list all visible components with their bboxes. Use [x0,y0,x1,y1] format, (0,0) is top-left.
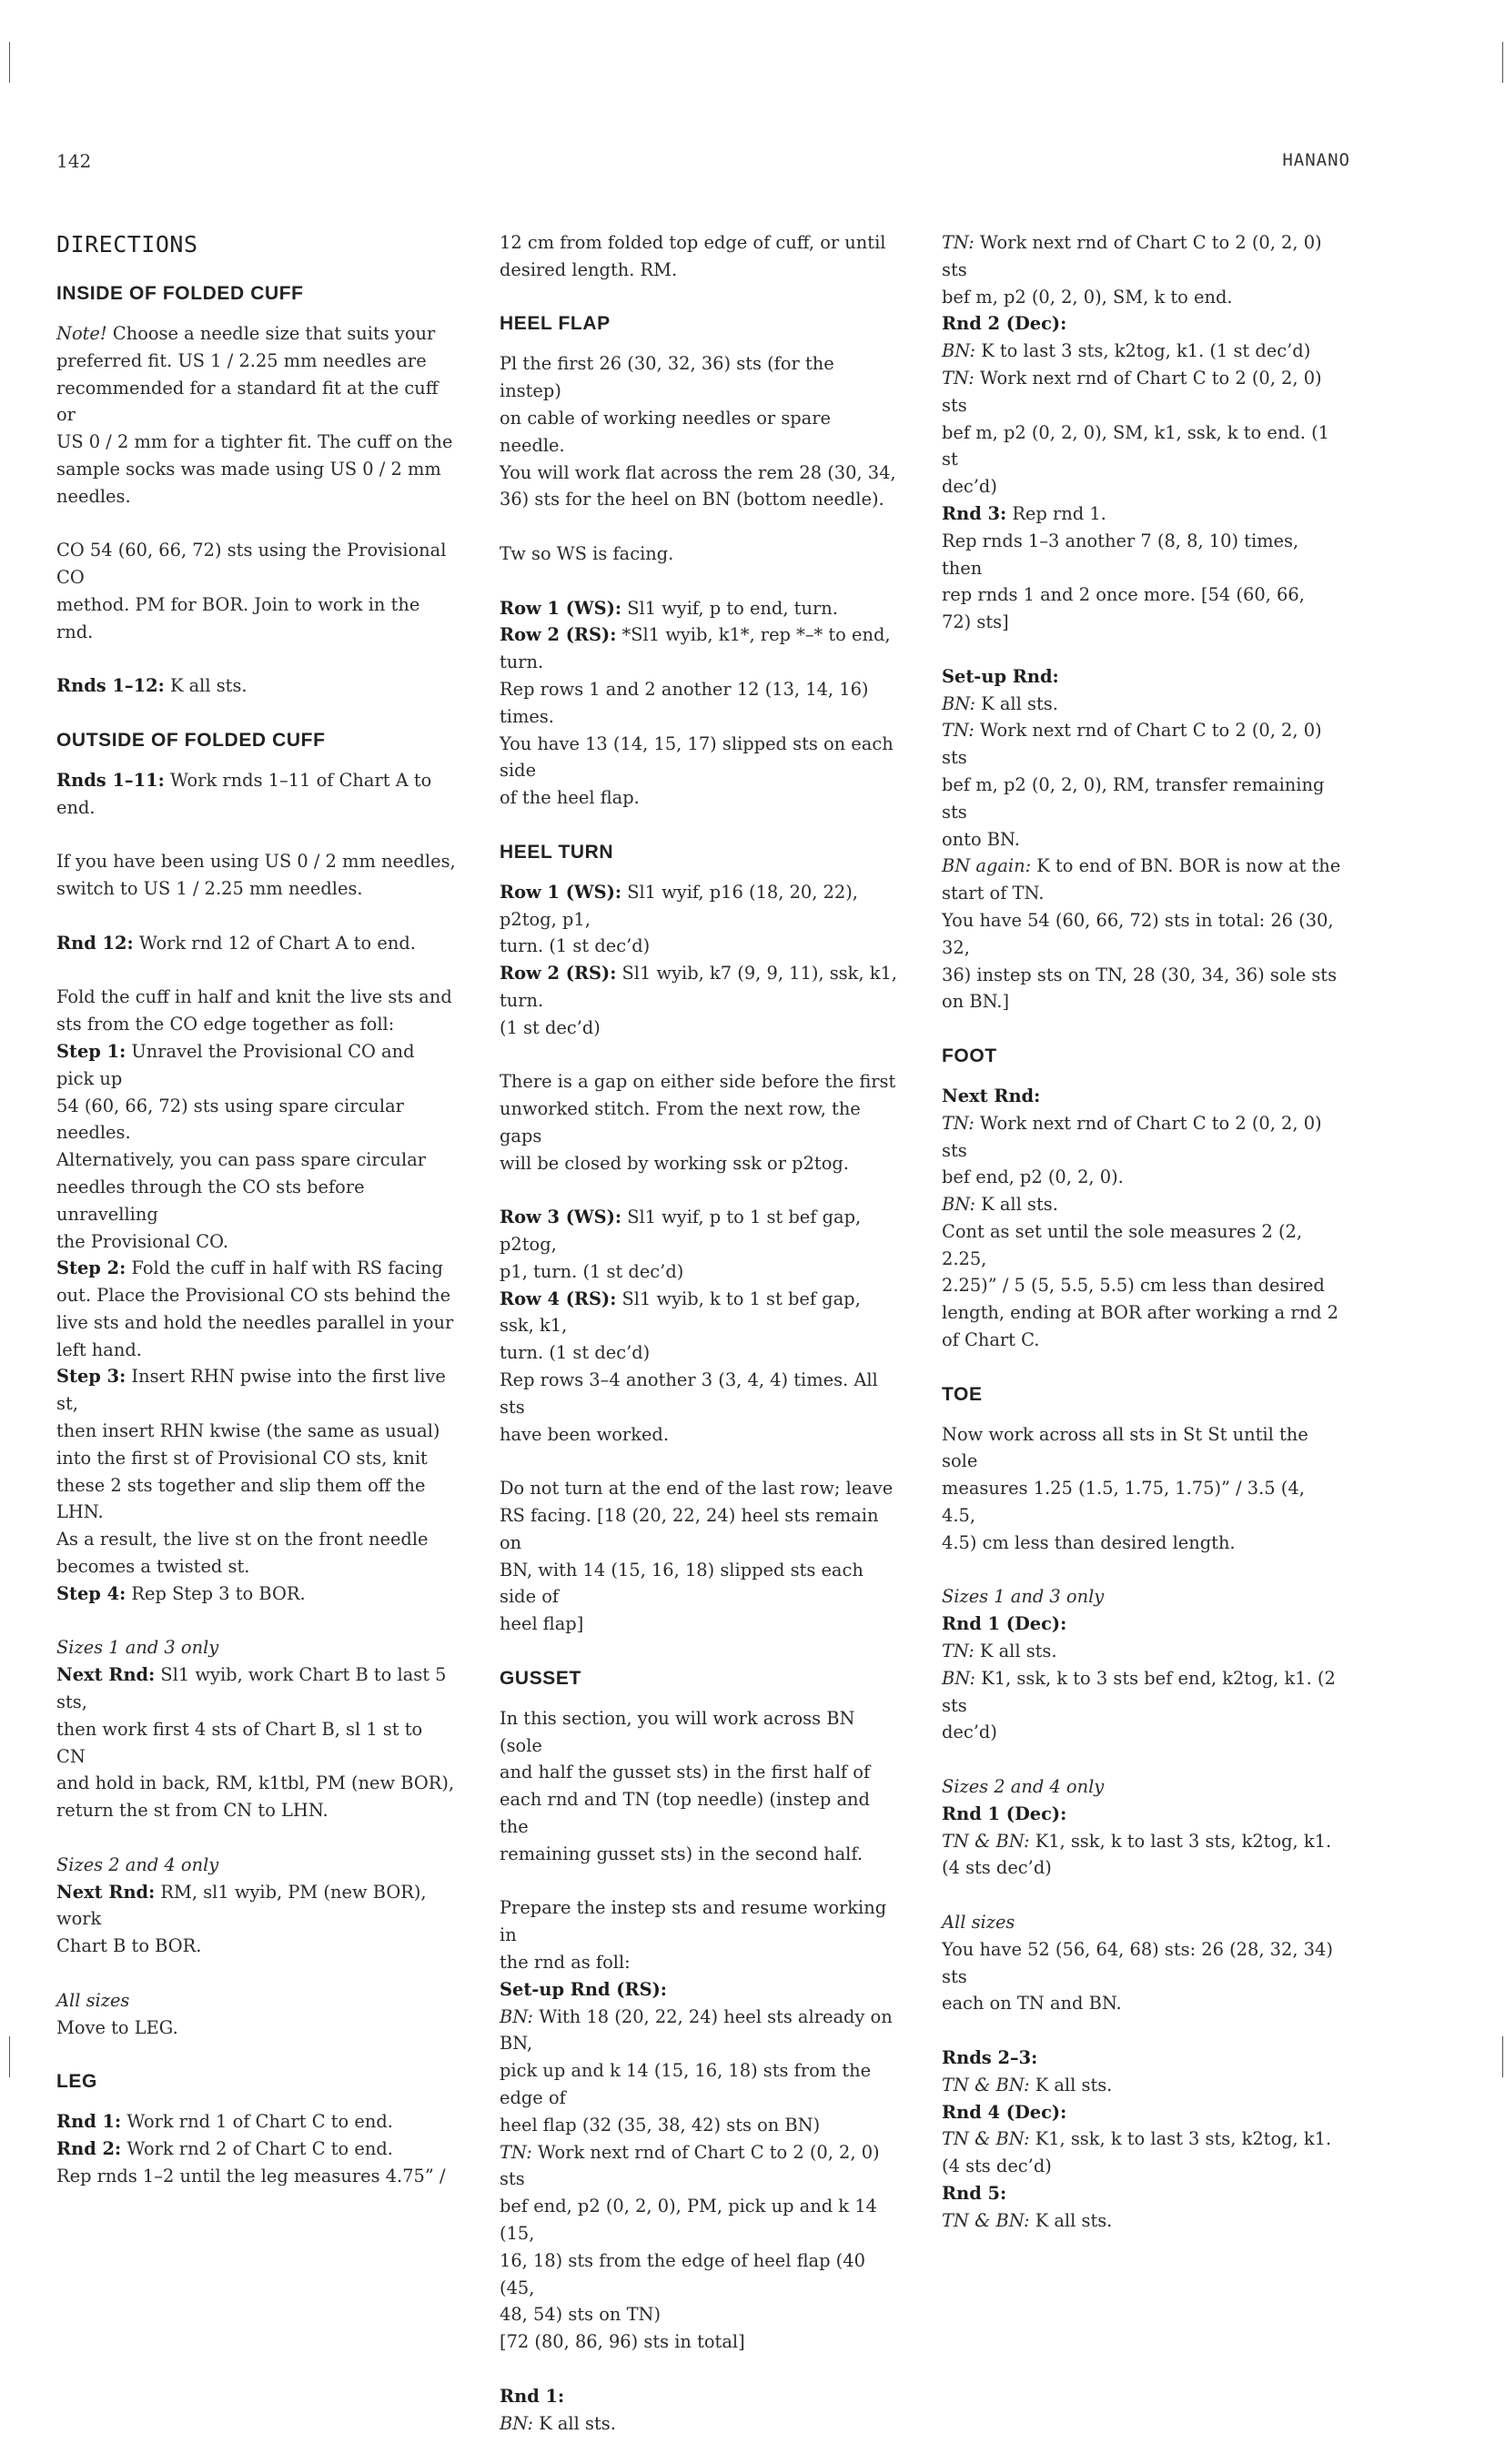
text-line: turn. (1 st dec’d) [500,1342,651,1364]
needle-label: TN: [942,720,975,742]
text-line: Work rnds 1–11 of Chart A to end. [56,769,432,818]
text-line: and hold in back, RM, k1tbl, PM (new BOR), [56,1772,455,1794]
paragraph-sizes-1-3 [56,1634,457,1824]
text-line: Rep rnds 1–2 until the leg measures 4.75” / [56,2165,446,2186]
section-title-leg: LEG [56,2071,97,2093]
text-line: As a result, the live st on the front needle [56,1529,429,1550]
text-line: have been worked. [500,1423,670,1445]
needle-label: TN: [942,232,975,253]
step-label: Step 3: [56,1366,126,1388]
paragraph-all-sizes [56,1987,457,2042]
text-line: Move to LEG. [56,2016,178,2038]
text-line: dec’d) [942,476,997,498]
text-line: You have 52 (56, 64, 68) sts: 26 (28, 32, 34) sts [942,1938,1333,1987]
step-label: Rnd 1: [56,2111,122,2133]
paragraph-toe-sizes-1-3 [942,1583,1342,1746]
text-line: Work next rnd of Chart C to 2 (0, 2, 0) sts [942,720,1322,769]
text-line: live sts and hold the needles parallel in your [56,1311,454,1333]
step-label: Rnd 1: [500,2385,565,2407]
text-line: Rep Step 3 to BOR. [126,1582,306,1604]
text-line: BN, with 14 (15, 16, 18) slipped sts each side of [500,1559,864,1608]
text-line: Work rnd 2 of Chart C to end. [121,2138,393,2159]
text-line: 2.25)” / 5 (5, 5.5, 5.5) cm less than desired [942,1275,1325,1297]
text-line: 12 cm from folded top edge of cuff, or until [500,232,886,253]
needle-label: BN: [942,340,976,362]
text-line: Sl1 wyib, work Chart B to last 5 sts, [56,1664,447,1713]
step-label: Rnd 5: [942,2182,1007,2204]
text-line: unworked stitch. From the next row, the gaps [500,1098,861,1146]
needle-label: BN: [942,1667,976,1689]
text-line: Fold the cuff in half and knit the live sts and [56,986,452,1008]
text-line: p1, turn. (1 st dec’d) [500,1260,684,1282]
text-line: 36) sts for the heel on BN (bottom needle). [500,489,884,510]
text-line: preferred fit. US 1 / 2.25 mm needles are [56,349,427,371]
text-line: and half the gusset sts) in the first half of [500,1762,871,1783]
needle-label: TN: [942,1641,975,1662]
text-line: Prepare the instep sts and resume working in [500,1897,887,1946]
size-note: All sizes [942,1912,1015,1934]
column-1 [56,229,457,2217]
needle-label: TN & BN: [942,1830,1030,1852]
text-line: K all sts. [1029,2074,1113,2095]
text-line: Rep rows 3–4 another 3 (3, 4, 4) times. All sts [500,1369,878,1418]
text-line: each on TN and BN. [942,1993,1122,2015]
running-head: HANANO [1282,150,1350,170]
text-line: Alternatively, you can pass spare circular [56,1149,427,1171]
text-line: With 18 (20, 22, 24) heel sts already on BN, [500,2005,893,2055]
text-line: dec’d) [942,1722,997,1743]
paragraph-gusset-setup [500,1894,900,2356]
text-line: bef m, p2 (0, 2, 0), RM, transfer remaining sts [942,773,1325,823]
text-line: Sl1 wyif, p16 (18, 20, 22), p2tog, p1, [500,881,858,930]
text-line: K1, ssk, k to last 3 sts, k2tog, k1. [1029,1830,1332,1852]
text-line: You have 13 (14, 15, 17) slipped sts on each side [500,732,894,782]
text-line: K all sts. [1029,2209,1113,2231]
text-line: the Provisional CO. [56,1230,229,1252]
size-note: Sizes 2 and 4 only [56,1853,219,1875]
size-note: Sizes 1 and 3 only [56,1637,219,1659]
step-label: Rnd 2 (Dec): [942,313,1067,335]
step-label: Step 2: [56,1257,126,1279]
needle-label: BN: [942,692,976,714]
text-line: Tw so WS is facing. [500,542,674,564]
paragraph-turn [500,540,900,568]
paragraph-do-not-turn [500,1475,900,1638]
section-title-heel-flap: HEEL FLAP [500,313,611,335]
paragraph-toe-sizes-2-4 [942,1773,1342,1882]
paragraph-toe-intro [942,1421,1342,1557]
step-label: Row 1 (WS): [500,597,622,619]
text-line: (1 st dec’d) [500,1016,601,1038]
crop-mark-bottom-right [1502,2036,1503,2077]
column-3 [942,229,1342,2261]
note-label: Note! [56,323,107,344]
text-line: these 2 sts together and slip them off the LHN. [56,1474,426,1523]
text-line: sample socks was made using US 0 / 2 mm [56,458,441,480]
step-label: Step 1: [56,1040,126,1062]
step-label: Next Rnd: [56,1881,156,1903]
text-line: method. PM for BOR. Join to work in the rnd. [56,593,420,642]
text-line: Cont as set until the sole measures 2 (2, 2.25, [942,1220,1303,1269]
text-line: There is a gap on either side before the first [500,1071,896,1093]
text-line: You will work flat across the rem 28 (30, 34, [500,461,896,483]
text-line: Work rnd 12 of Chart A to end. [133,932,416,954]
step-label: Rnds 1–12: [56,675,165,697]
text-line: Pl the first 26 (30, 32, 36) sts (for the instep) [500,353,834,402]
text-line: desired length. RM. [500,258,678,280]
text-line: Sl1 wyif, p to end, turn. [621,597,838,619]
text-line: needles. [56,485,131,507]
text-line: of the heel flap. [500,787,640,809]
paragraph-rnds-1-11 [56,767,457,822]
text-line: bef end, p2 (0, 2, 0), PM, pick up and k 14 (15, [500,2196,877,2244]
paragraph-switch-needles [56,848,457,903]
text-line: of Chart C. [942,1329,1040,1351]
text-line: Work rnd 1 of Chart C to end. [121,2111,393,2133]
text-line: K all sts. [533,2412,616,2434]
paragraph-toe-rnds [942,2045,1342,2235]
text-line: Insert RHN pwise into the first live st, [56,1366,446,1415]
text-line: switch to US 1 / 2.25 mm needles. [56,878,363,900]
text-line: Chart B to BOR. [56,1935,202,1957]
text-line: Rep rows 1 and 2 another 12 (13, 14, 16) times. [500,678,869,727]
paragraph-place-instep [500,350,900,513]
text-line: Work next rnd of Chart C to 2 (0, 2, 0) sts [942,232,1322,280]
text-line: 16, 18) sts from the edge of heel flap (40 (45, [500,2249,865,2298]
paragraph-sizes-2-4 [56,1852,457,1960]
text-line: pick up and k 14 (15, 16, 18) sts from the edge of [500,2060,872,2108]
text-line: on cable of working needles or spare needle. [500,407,831,456]
text-line: 48, 54) sts on TN) [500,2304,662,2326]
text-line: K all sts. [164,675,247,697]
text-line: (4 sts dec’d) [942,2156,1052,2177]
text-line: K all sts. [975,692,1058,714]
text-line: In this section, you will work across BN (sole [500,1707,855,1756]
step-label: Row 2 (RS): [500,624,617,646]
paragraph-gusset-intro [500,1705,900,1868]
text-line: bef m, p2 (0, 2, 0), SM, k1, ssk, k to end. (1 st [942,421,1329,470]
paragraph-heel-turn-rows-1-2 [500,879,900,1042]
text-line: sts from the CO edge together as foll: [56,1014,395,1035]
text-line: measures 1.25 (1.5, 1.75, 1.75)” / 3.5 (4, 4.5, [942,1478,1305,1527]
needle-label: TN & BN: [942,2074,1030,2095]
text-line: Rep rnds 1–3 another 7 (8, 8, 10) times, then [942,530,1299,579]
text-line: Work next rnd of Chart C to 2 (0, 2, 0) sts [500,2141,880,2190]
text-line: return the st from CN to LHN. [56,1800,328,1822]
text-line: Sl1 wyib, k7 (9, 9, 11), ssk, k1, turn. [500,963,897,1011]
step-label: Rnds 2–3: [942,2047,1038,2068]
text-line: Sl1 wyib, k to 1 st bef gap, ssk, k1, [500,1288,861,1337]
size-note: All sizes [56,1989,130,2011]
section-title-outside-cuff: OUTSIDE OF FOLDED CUFF [56,729,326,751]
size-note: Sizes 1 and 3 only [942,1586,1105,1608]
text-line: then work first 4 sts of Chart B, sl 1 st to CN [56,1718,423,1767]
step-label: Rnd 1 (Dec): [942,1613,1067,1635]
step-label: Rnd 3: [942,502,1007,524]
paragraph-cast-on [56,537,457,645]
text-line: then insert RHN kwise (the same as usual) [56,1420,440,1442]
needle-label: TN: [500,2141,532,2163]
needle-label: BN: [942,1194,976,1216]
text-line: start of TN. [942,883,1045,904]
step-label: Rnd 12: [56,932,134,954]
paragraph-heel-flap-rows [500,595,900,812]
text-line: Unravel the Provisional CO and pick up [56,1040,415,1089]
text-line: RS facing. [18 (20, 22, 24) heel sts remain on [500,1505,879,1553]
step-label: Rnd 4 (Dec): [942,2101,1067,2123]
step-label: Set-up Rnd (RS): [500,1978,667,2000]
paragraph-foot [942,1083,1342,1354]
step-label: Row 3 (WS): [500,1207,622,1228]
text-line: Sl1 wyif, p to 1 st bef gap, p2tog, [500,1207,862,1256]
page-title: DIRECTIONS [56,231,198,258]
text-line: K1, ssk, k to last 3 sts, k2tog, k1. [1029,2128,1332,2150]
text-line: K to last 3 sts, k2tog, k1. (1 st dec’d) [975,340,1311,362]
text-line: Fold the cuff in half with RS facing [126,1257,443,1279]
text-line: K all sts. [974,1641,1057,1662]
text-line: recommended for a standard fit at the cuff or [56,377,439,426]
text-line: US 0 / 2 mm for a tighter fit. The cuff on the [56,431,453,453]
section-title-heel-turn: HEEL TURN [500,841,614,863]
paragraph-gap [500,1068,900,1176]
text-line: left hand. [56,1338,142,1360]
column-2 [500,229,900,2464]
text-line: 72) sts] [942,611,1009,633]
crop-mark-bottom-left [9,2036,10,2077]
crop-mark-top-right [1502,42,1503,83]
section-title-foot: FOOT [942,1045,997,1066]
text-line: 4.5) cm less than desired length. [942,1531,1236,1553]
paragraph-heel-turn-rows-3-4 [500,1204,900,1448]
text-line: heel flap] [500,1613,584,1635]
paragraph-rnd-12 [56,930,457,957]
section-title-gusset: GUSSET [500,1667,581,1689]
text-line: remaining gusset sts) in the second half. [500,1843,864,1864]
text-line: the rnd as foll: [500,1952,631,1974]
text-line: K all sts. [975,1194,1058,1216]
step-label: Row 4 (RS): [500,1288,617,1309]
step-label: Set-up Rnd: [942,665,1059,687]
paragraph-fold-steps [56,984,457,1607]
text-line: onto BN. [942,828,1020,850]
text-line: You have 54 (60, 66, 72) sts in total: 26 (30, 32, [942,909,1334,958]
paragraph-toe-all-sizes [942,1909,1342,2017]
text-line: each rnd and TN (top needle) (instep and the [500,1789,870,1838]
step-label: Rnd 1 (Dec): [942,1803,1067,1824]
text-line: turn. (1 st dec’d) [500,935,651,957]
text-line: bef m, p2 (0, 2, 0), SM, k to end. [942,286,1233,308]
section-title-inside-cuff: INSIDE OF FOLDED CUFF [56,283,304,304]
crop-mark-top-left [9,42,10,83]
size-note: Sizes 2 and 4 only [942,1776,1105,1798]
paragraph-note [56,320,457,510]
paragraph-rnds-1-12 [56,672,457,700]
text-line: CO 54 (60, 66, 72) sts using the Provisional CO [56,540,447,589]
needle-label: TN: [942,1112,975,1134]
text-line: Choose a needle size that suits your [106,323,436,344]
step-label: Rnd 2: [56,2138,122,2159]
text-line: becomes a twisted st. [56,1556,250,1578]
text-line: will be closed by working ssk or p2tog. [500,1152,849,1174]
needle-label: TN: [942,367,975,389]
step-label: Next Rnd: [56,1664,156,1686]
text-line: Rep rnd 1. [1006,502,1106,524]
text-line: Work next rnd of Chart C to 2 (0, 2, 0) sts [942,367,1322,416]
text-line: If you have been using US 0 / 2 mm needles, [56,851,456,873]
text-line: on BN.] [942,991,1010,1013]
step-label: Row 1 (WS): [500,881,622,903]
text-line: into the first st of Provisional CO sts, knit [56,1447,428,1469]
text-line: (4 sts dec’d) [942,1857,1052,1879]
text-line: Do not turn at the end of the last row; leave [500,1478,894,1500]
needle-label: TN & BN: [942,2209,1030,2231]
text-line: out. Place the Provisional CO sts behind the [56,1285,451,1307]
text-line: *Sl1 wyib, k1*, rep *–* to end, turn. [500,624,891,673]
text-line: Now work across all sts in St St until the sole [942,1423,1308,1472]
text-line: 54 (60, 66, 72) sts using spare circular needles. [56,1095,404,1144]
paragraph-setup-rnd [942,663,1342,1015]
step-label: Next Rnd: [942,1085,1041,1106]
text-line: K1, ssk, k to 3 sts bef end, k2tog, k1. (2 sts [942,1667,1336,1716]
needle-label: BN: [500,2005,534,2027]
text-line: length, ending at BOR after working a rnd 2 [942,1302,1339,1324]
paragraph-leg [56,2108,457,2189]
step-label: Row 2 (RS): [500,963,617,985]
text-line: RM, sl1 wyib, PM (new BOR), work [56,1881,427,1930]
paragraph-leg-cont [500,229,900,284]
step-label: Step 4: [56,1582,126,1604]
page-number: 142 [56,150,92,172]
section-title-toe: TOE [942,1383,983,1405]
text-line: needles through the CO sts before unravelling [56,1176,365,1225]
paragraph-gusset-rnd-1 [500,2383,900,2438]
text-line: rep rnds 1 and 2 once more. [54 (60, 66, [942,584,1305,606]
text-line: [72 (80, 86, 96) sts in total] [500,2331,745,2353]
text-line: bef end, p2 (0, 2, 0). [942,1166,1124,1188]
text-line: K to end of BN. BOR is now at the [1031,855,1341,877]
text-line: heel flap (32 (35, 38, 42) sts on BN) [500,2114,821,2136]
text-line: 36) instep sts on TN, 28 (30, 34, 36) sole sts [942,964,1338,985]
needle-label: BN again: [942,855,1032,877]
needle-label: TN & BN: [942,2128,1030,2150]
text-line: Work next rnd of Chart C to 2 (0, 2, 0) sts [942,1112,1322,1161]
needle-label: BN: [500,2412,534,2434]
step-label: Rnds 1–11: [56,769,165,791]
paragraph-gusset-cont [942,229,1342,636]
